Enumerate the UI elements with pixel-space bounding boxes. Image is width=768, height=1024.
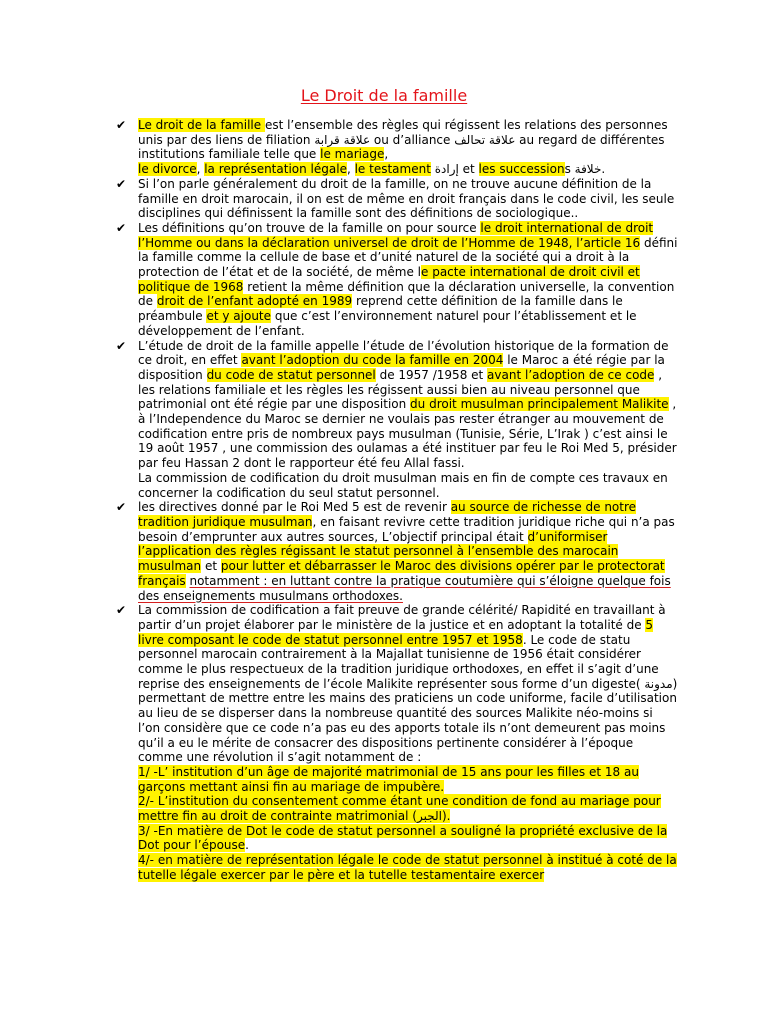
paragraph-text: de 1957 /1958 et	[375, 367, 488, 382]
paragraph-text: L’étude de droit de la famille appelle l’étude de l’évolution historique de la formation de ce droit, en effet	[138, 338, 669, 368]
checkmark-icon: ✔	[116, 220, 127, 235]
highlighted-text: et y ajoute	[206, 309, 272, 324]
highlighted-text: le testament	[354, 162, 431, 177]
paragraph-item	[116, 603, 678, 882]
highlighted-text: avant l’adoption du code la famille en 2004	[241, 353, 504, 368]
highlighted-text: avant l’adoption de ce code	[487, 367, 655, 382]
highlighted-text: les succession	[478, 162, 565, 177]
highlighted-text: Le droit de la famille	[138, 118, 265, 132]
checkmark-icon: ✔	[116, 500, 127, 515]
paragraph-item	[116, 500, 678, 603]
paragraph-text: La commission de codification du droit musulman mais en fin de compte ces travaux en concerner la codification du seul statut personnel.	[138, 470, 668, 500]
checkmark-icon: ✔	[116, 176, 127, 191]
paragraph-text: ,	[384, 147, 389, 162]
highlighted-text: le droit international de droit l’Homme ou dans la déclaration universel de droit de l’Homme de 1948, l’article 16	[138, 220, 654, 250]
paragraph-text: , à l’Independence du Maroc se dernier ne voulais pas rester étranger au mouvement de codification entre pris de nombreux pays musulman (Tunisie, Série, L’Irak ) c’est ainsi le 19 août 1957 , une commission des oulamas a été instituer par feu le Roi Med 5, présider par feu Hassan 2 dont le rapporteur été feu Allal fassi.	[138, 397, 677, 471]
paragraph-text: , en faisant revivre cette tradition juridique riche qui n’a pas besoin d’emprunter aux autres sources, L’objectif principal était	[138, 514, 675, 544]
paragraph-item	[116, 118, 678, 177]
highlighted-text: 5 livre composant le code de statut personnel entre 1957 et 1958	[138, 617, 654, 647]
paragraph-text: défini la famille comme la cellule de base et d’unité naturel de la société qui a droit à la protection de l’état et de la société, de même l	[138, 235, 678, 280]
checkmark-icon: ✔	[116, 118, 127, 132]
paragraph-text: ,	[346, 162, 355, 177]
paragraph-text: علاقة تحالف	[454, 132, 516, 147]
document-title	[0, 86, 768, 105]
highlighted-text: ).	[441, 809, 451, 824]
paragraph-list	[116, 118, 678, 883]
paragraph-text: خلافة	[574, 162, 602, 177]
checkmark-icon: ✔	[116, 603, 127, 618]
paragraph-item	[116, 339, 678, 471]
paragraph-text: les directives donné par le Roi Med 5 est de revenir	[138, 500, 451, 515]
paragraph-text: s	[564, 162, 575, 177]
paragraph-text: , les relations familiale et les règles les régissent aussi bien au niveau personnel que patrimonial ont été régie par une disposition	[138, 367, 663, 412]
paragraph-item	[116, 471, 678, 500]
highlighted-text: 4/- en matière de représentation légale le code de statut personnel à institué à coté de la tutelle légale exercer par le père et la tutelle testamentaire exercer	[138, 853, 677, 882]
paragraph-text: retient la même définition que la déclaration universelle, la convention de	[138, 279, 675, 309]
paragraph-text: إرادة	[434, 162, 459, 177]
highlighted-text: la représentation légale	[204, 162, 347, 177]
paragraph-text: et	[458, 162, 479, 177]
paragraph-text: . Le code de statu personnel marocain contrairement à la Majallat tunisienne de 1956 était considérer comme le plus respectueux de la tradition juridique orthodoxes, en effet il s’agit d’une reprise des enseignements de l’école Malikite représenter sous forme d’un digeste(	[138, 632, 659, 691]
paragraph-text: le Maroc a été régie par la disposition	[138, 353, 665, 382]
highlighted-text: 1/ -L’ institution d’un âge de majorité matrimonial de 15 ans pour les filles et 18 au garçons mettant ainsi fin au mariage de impubère.	[138, 764, 639, 794]
highlighted-text: 3/ -En matière de Dot le code de statut personnel a souligné la propriété exclusive de la Dot pour l’épouse	[138, 823, 668, 853]
highlighted-text: pour lutter et débarrasser le Maroc des divisions opérer par le protectorat français	[138, 559, 665, 588]
paragraph-text: au regard de différentes institutions familiale telle que	[138, 132, 665, 162]
highlighted-text: d’uniformiser l’application des règles régissant le statut personnel à l’ensemble des marocain musulman	[138, 529, 619, 574]
paragraph-text: La commission de codification a fait preuve de grande célérité/ Rapidité en travaillant à partir d’un projet élaborer par le ministère de la justice et en adoptant la totalité de	[138, 603, 666, 632]
paragraph-text: ou d’alliance	[370, 132, 455, 147]
highlighted-text: e pacte international de droit civil et politique de 1968	[138, 265, 640, 294]
paragraph-text: ,	[196, 162, 205, 177]
paragraph-text: reprend cette définition de la famille dans le préambule	[138, 294, 623, 324]
paragraph-text: ) permettant de mettre entre les mains des praticiens un code uniforme, facile d’utilisation au lieu de se disperser dans la nombreuse quantité des sources Malikite néo-moins si l’on considère que ce code n’a pas eu des apports totale ils n’ont demeurent pas moins qu’il a eu le mérite de consacrer des dispositions pertinente considérer à l’époque comme une révolution il s’agit notamment de :	[138, 676, 678, 765]
paragraph-text: علاقة قرابة	[314, 132, 371, 147]
checkmark-icon: ✔	[116, 338, 127, 353]
highlighted-text: du droit musulman principalement Malikite	[410, 397, 669, 412]
highlighted-text: au source de richesse de notre tradition juridique musulman	[138, 500, 637, 529]
document-title-text: Le Droit de la famille	[300, 86, 468, 105]
paragraph-text: .	[245, 838, 249, 853]
paragraph-text: et	[201, 559, 221, 574]
highlighted-text: le mariage	[320, 147, 385, 162]
paragraph-text: notamment : en luttant contre la pratique coutumière qui s’éloigne quelque fois des enseignements musulmans orthodoxes.	[138, 573, 671, 603]
highlighted-text: du code de statut personnel	[206, 367, 376, 382]
paragraph-text: est l’ensemble des règles qui régissent les relations des personnes unis par des liens de filiation	[138, 118, 668, 147]
highlighted-text: 2/- L’institution du consentement comme étant une condition de fond au mariage pour mettre fin au droit de contrainte matrimonial (	[138, 794, 661, 824]
paragraph-text: .	[601, 162, 606, 177]
highlighted-text: الجبر	[416, 809, 442, 824]
paragraph-text: Si l’on parle généralement du droit de la famille, on ne trouve aucune définition de la famille en droit marocain, il on est de même en droit français dans le code civil, les seule disciplines qui définissent la famille sont des définitions de sociologique..	[138, 176, 675, 221]
paragraph-text: Les définitions qu’on trouve de la famille on pour source	[138, 220, 481, 235]
highlighted-text: le divorce	[138, 162, 197, 177]
paragraph-text: que c’est l’environnement naturel pour l’établissement et le développement de l’enfant.	[138, 309, 637, 338]
paragraph-item	[116, 221, 678, 339]
paragraph-item	[116, 177, 678, 221]
paragraph-text: مدونة	[644, 676, 673, 691]
highlighted-text: droit de l’enfant adopté en 1989	[156, 294, 353, 309]
